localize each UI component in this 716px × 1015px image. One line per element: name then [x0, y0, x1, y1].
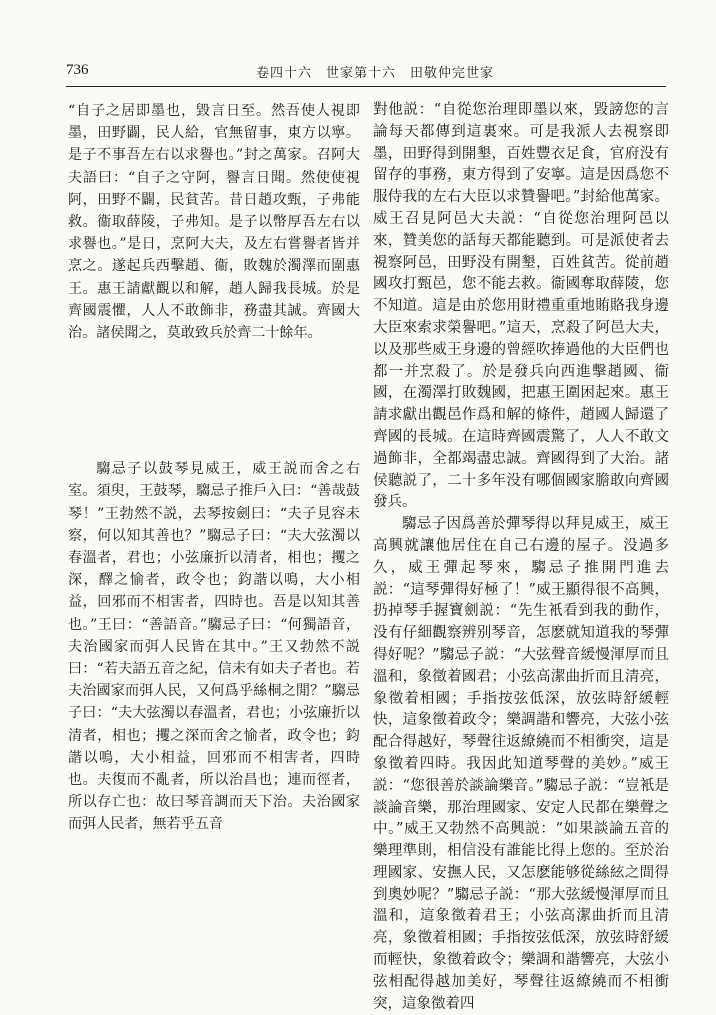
page-header — [66, 62, 666, 84]
page-number: 736 — [66, 62, 89, 78]
classical-passage-2: 騶忌子以鼓琴見威王，威王説而舍之右室。須臾，王鼓琴，騶忌子推戶入曰：“善哉鼓琴！”王勃然不説，去琴按劍曰：“夫子見容未察，何以知其善也？”騶忌子曰：“夫大弦濁以春溫者，君也；小弦廉折以清者，相也；攫之深，醳之愉者，政令也；鈞諧以鳴，大小相益，回邪而不相害者，四時也。吾是以知其善也。”王曰：“善語音。”騶忌子曰：“何獨語音，夫治國家而弭人民皆在其中。”王又勃然不説曰：“若夫語五音之紀，信未有如夫子者也。若夫治國家而弭人民，又何爲乎絲桐之閒？”騶忌子曰：“夫大弦濁以春溫者，君也；小弦廉折以清者，相也；攫之深而舍之愉者，政令也；鈞諧以鳴，大小相益，回邪而不相害者，四時也。夫復而不亂者，所以治昌也；連而徑者，所以存亡也：故曰琴音調而天下治。夫治國家而弭人民者，無若乎五音 — [68, 461, 360, 833]
translation-column — [373, 100, 669, 1015]
translation-passage-1: 對他説：“自從您治理即墨以來，毀謗您的言論每天都傳到這裏來。可是我派人去視察即墨，田野得到開墾，百姓豐衣足食，官府没有留存的事務，東方得到了安寧。這是因爲您不服侍我的左右大臣以求贊譽吧。”封給他萬家。威王召見阿邑大夫説：“自從您治理阿邑以來，贊美您的話每天都能聽到。可是派使者去視察阿邑，田野没有開墾，百姓貧苦。從前趙國攻打甄邑，您不能去救。衞國奪取薛陵，您不知道。這是由於您用財禮重重地賄賂我身邊大臣來索求榮譽吧。”這天，烹殺了阿邑大夫，以及那些威王身邊的曾經吹捧過他的大臣們也都一并烹殺了。於是發兵向西進擊趙國、衞國，在濁澤打敗魏國，把惠王圍困起來。惠王請求獻出觀邑作爲和解的條件，趙國人歸還了齊國的長城。在這時齊國震驚了，人人不敢文過飾非，全都竭盡忠誠。齊國得到了大治。諸侯聽説了，二十多年没有哪個國家膽敢向齊國發兵。 — [373, 102, 669, 511]
classical-text-column — [68, 100, 360, 836]
classical-passage-1: “自子之居即墨也，毀言日至。然吾使人視即墨，田野闢，民人給，官無留事，東方以寧。是子不事吾左右以求譽也。”封之萬家。召阿大夫語曰：“自子之守阿，譽言日聞。然使使視阿，田野不闢，民貧苦。昔日趙攻甄，子弗能救。衞取薛陵，子弗知。是子以幣厚吾左右以求譽也。”是日，烹阿大夫，及左右嘗譽者皆并烹之。遂起兵西擊趙、衞，敗魏於濁澤而圍惠王。惠王請獻觀以和解，趙人歸我長城。於是齊國震懼，人人不敢飾非，務盡其誠。齊國大治。諸侯聞之，莫敢致兵於齊二十餘年。 — [68, 103, 360, 342]
running-title: 卷四十六 世家第十六 田敬仲完世家 — [256, 66, 495, 81]
header-rule — [66, 86, 666, 87]
translation-passage-2: 騶忌子因爲善於彈琴得以拜見威王，威王高興就讓他居住在自己右邊的屋子。没過多久，威王彈起琴來，騶忌子推開門進去説：“這琴彈得好極了！”威王顯得很不高興，扔掉琴手握寶劍説：“先生衹看到我的動作，没有仔細觀察辨别琴音，怎麽就知道我的琴彈得好呢？”騶忌子説：“大弦聲音緩慢渾厚而且溫和，象徵着國君；小弦高潔曲折而且清亮，象徵着相國；手指按弦低深，放弦時舒緩輕快，這象徵着政令；樂調諧和響亮，大弦小弦配合得越好，琴聲往返繚繞而不相衝突，這是象徵着四時。我因此知道琴聲的美妙。”威王説：“您很善於談論樂音。”騶忌子説：“豈衹是談論音樂，那治理國家、安定人民都在樂聲之中。”威王又勃然不高興説：“如果談論五音的樂理準則，相信没有誰能比得上您的。至於治理國家、安撫人民，又怎麽能够從絲絃之間得到奧妙呢？”騶忌子説：“那大弦緩慢渾厚而且溫和，這象徵着君王；小弦高潔曲折而且清亮，象徵着相國；手指按弦低深，放弦時舒緩而輕快，象徵着政令；樂調和諧響亮，大弦小弦相配得越加美好，琴聲往返繚繞而不相衝突，這象徵着四 — [373, 516, 669, 1012]
